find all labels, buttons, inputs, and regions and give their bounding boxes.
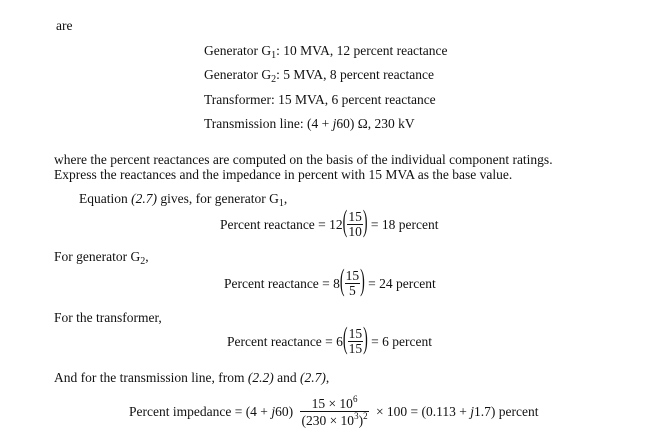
fraction: $\frac{15}{5}$ bbox=[345, 268, 360, 299]
equation-g1: Percent reactance = 12( $\frac{15}{10}$ ) = 18 percent bbox=[220, 206, 439, 240]
paragraph-line-2: Express the reactances and the impedance in percent with 15 MVA as the base value. bbox=[54, 167, 513, 182]
generator-g2-spec: Generator $G_2$: 5 MVA, 8 percent reactance bbox=[204, 67, 435, 85]
impedance-fraction: $\frac{15 \times 10^6}{(230 \times 10^3)^2}$ bbox=[301, 394, 368, 429]
paragraph-line-1: where the percent reactances are computed on the basis of the individual component ratings. bbox=[54, 152, 553, 167]
equation-g2: Percent reactance = 8( $\frac{15}{5}$ ) = 24 percent bbox=[224, 265, 436, 299]
fraction: $\frac{15}{10}$ bbox=[348, 209, 362, 240]
intro-text: are bbox=[56, 18, 73, 33]
equation-intro: Equation (2.7) gives, for generator $G_1$, bbox=[79, 191, 288, 209]
fraction: $\frac{15}{15}$ bbox=[348, 326, 363, 357]
transformer-spec: Transformer: 15 MVA, 6 percent reactance bbox=[204, 92, 436, 107]
transformer-label: For the transformer, bbox=[54, 310, 162, 325]
equation-transformer: Percent reactance = 6( $\frac{15}{15}$ ) = 6 percent bbox=[227, 323, 432, 357]
equation-impedance: Percent impedance = (4 + j60) $\frac{15 \times 10^6}{(230 \times 10^3)^2}$ × 100 = (0.113 + j1.7) percent bbox=[129, 394, 539, 429]
transmission-line-label: And for the transmission line, from (2.2) and (2.7), bbox=[54, 370, 330, 385]
generator-g1-spec: Generator $G_1$: 10 MVA, 12 percent reactance bbox=[204, 43, 448, 61]
transmission-line-spec: Transmission line: (4 + j60) Ω, 230 kV bbox=[204, 116, 415, 131]
generator-g2-label: For generator $G_2$, bbox=[54, 249, 149, 267]
